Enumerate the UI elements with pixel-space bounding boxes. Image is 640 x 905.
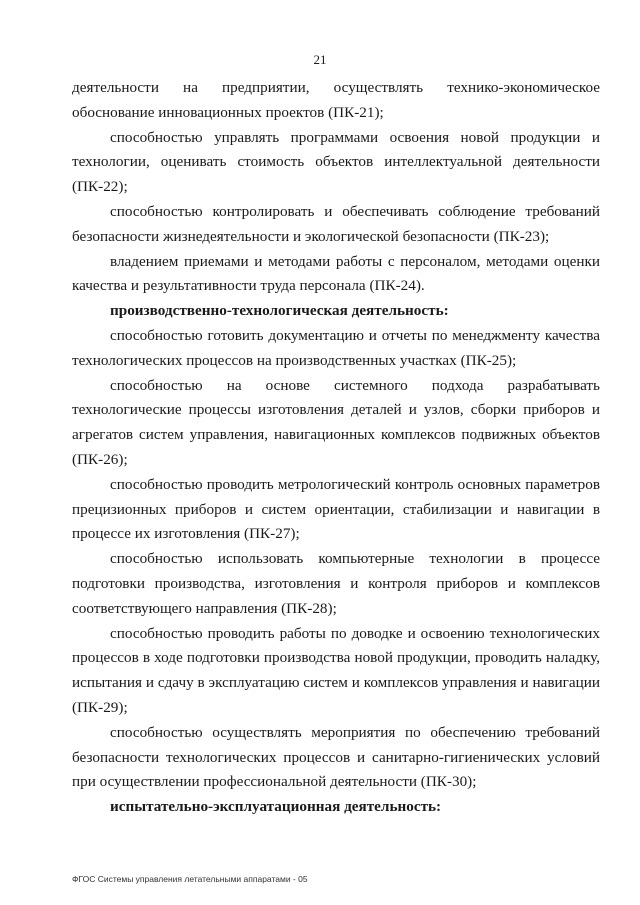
paragraph-pk-27: способностью проводить метрологический контроль основных параметров прецизионных приборов и систем ориентации, стабилизации и навигации в процессе их изготовления (ПК-27); [72,475,600,543]
document-body [72,76,600,820]
paragraph-pk-29: способностью проводить работы по доводке и освоению технологических процессов в ходе подготовки производства новой продукции, проводить наладку, испытания и сдачу в эксплуатацию систем и комплексов управления и навигации (ПК-29); [72,624,600,716]
paragraph-pk-28: способностью использовать компьютерные технологии в процессе подготовки производства, изготовления и контроля приборов и комплексов соответствующего направления (ПК-28); [72,550,600,617]
paragraph-continuation: деятельности на предприятии, осуществлять технико-экономическое обоснование инновационных проектов (ПК-21); [72,79,600,121]
paragraph-pk-23: способностью контролировать и обеспечивать соблюдение требований безопасности жизнедеятельности и экологической безопасности (ПК-23); [72,202,600,245]
section-heading-production: производственно-технологическая деятельность: [110,302,449,320]
paragraph-pk-24: владением приемами и методами работы с персоналом, методами оценки качества и результативности труда персонала (ПК-24). [72,252,600,295]
paragraph-pk-22: способностью управлять программами освоения новой продукции и технологии, оценивать стоимость объектов интеллектуальной деятельности (ПК-22); [72,128,600,196]
page-number: 21 [313,52,327,67]
paragraph-pk-26: способностью на основе системного подхода разрабатывать технологические процессы изготовления деталей и узлов, сборки приборов и агрегатов систем управления, навигационных комплексов подвижных объектов (ПК-26); [72,376,600,468]
page-footer: ФГОС Системы управления летательными аппаратами - 05 [72,874,308,884]
paragraph-pk-25: способностью готовить документацию и отчеты по менеджменту качества технологических процессов на производственных участках (ПК-25); [72,326,600,369]
paragraph-pk-30: способностью осуществлять мероприятия по обеспечению требований безопасности технологических процессов и санитарно-гигиенических условий при осуществлении профессиональной деятельности (ПК-30); [72,723,600,791]
section-heading-testing: испытательно-эксплуатационная деятельность: [110,798,442,816]
